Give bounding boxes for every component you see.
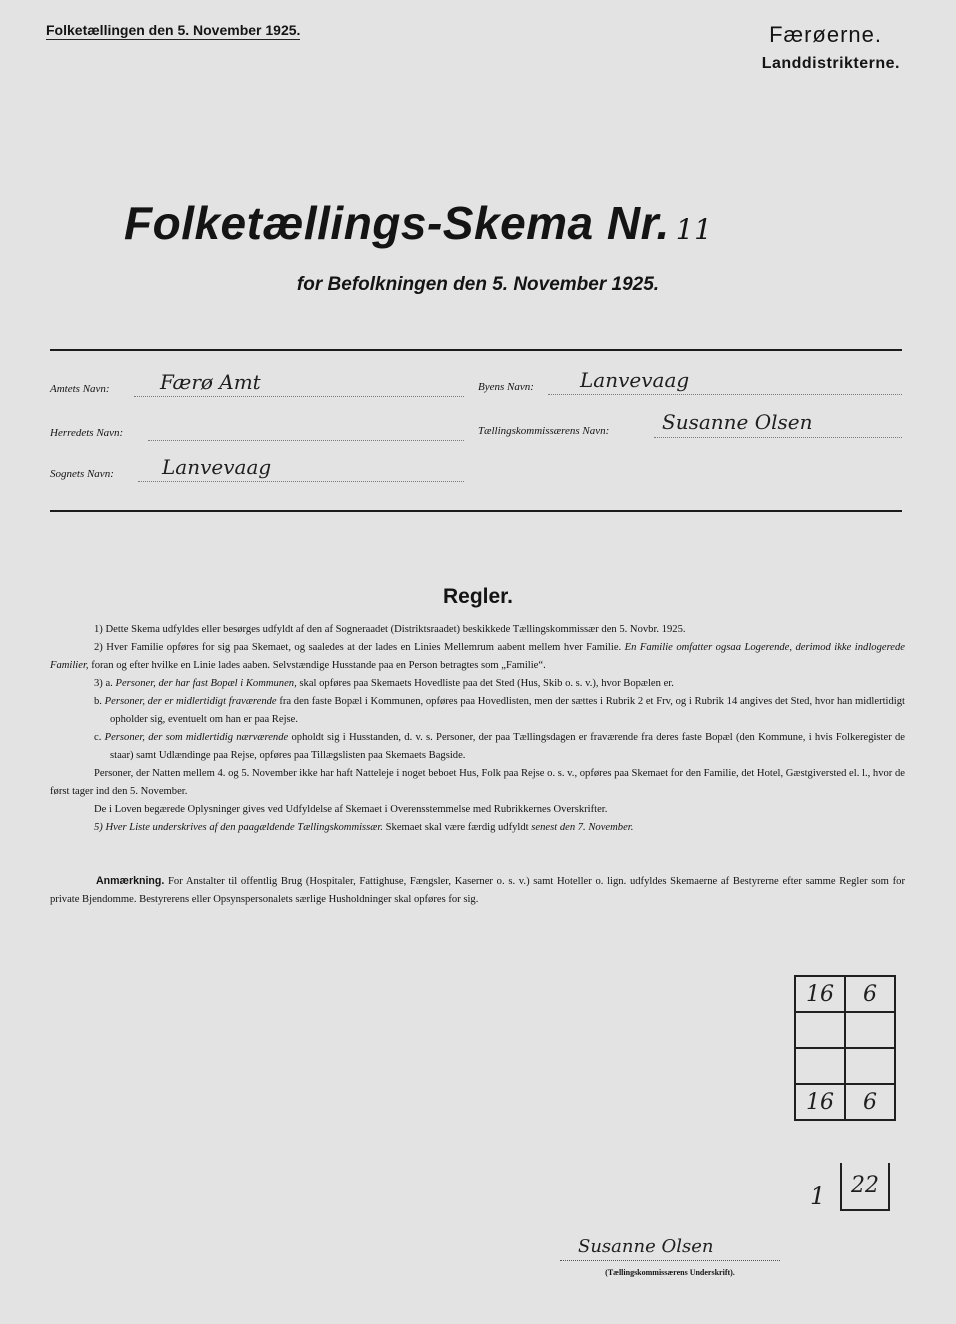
rule-4: De i Loven begærede Oplysninger gives ved Udfyldelse af Skemaet i Overensstemmelse med Rubrikkernes Overskrifter. <box>94 804 608 815</box>
kommissaer-value: Susanne Olsen <box>662 410 813 434</box>
sogn-label: Sognets Navn: <box>50 468 114 480</box>
kommissaer-line <box>654 437 902 438</box>
amt-label: Amtets Navn: <box>50 383 110 395</box>
rule-3b-number: b. <box>94 696 102 707</box>
tally-cell <box>845 1012 895 1048</box>
rule-3a-number: 3) a. <box>94 678 113 689</box>
signature: Susanne Olsen <box>578 1236 714 1257</box>
by-line <box>548 394 902 395</box>
rule-3d: Personer, der Natten mellem 4. og 5. November ikke har haft Natteleje i noget beboet Hus, Folk paa Rejse o. s. v., opføres paa Skemaet for den Familie, det Hotel, Gæstgiversted el. l., hvor de først tager ind den 5. November. <box>50 768 905 797</box>
tally-table <box>794 975 896 1121</box>
amt-line <box>134 396 464 397</box>
rule-3b-emphasis: Personer, der er midlertidigt fraværende <box>104 696 277 707</box>
region-name: Færøerne. <box>769 22 882 47</box>
by-label: Byens Navn: <box>478 381 534 393</box>
rule-1: 1) Dette Skema udfyldes eller besørges udfyldt af den af Sogneraadet (Distriktsraadet) beskikkede Tællingskommissær den 5. Novbr. 1925. <box>94 624 686 635</box>
tally-below-left: 1 <box>810 1182 826 1210</box>
rule-3c-emphasis: Personer, der som midlertidig nærværende <box>104 732 289 743</box>
tally-row <box>795 976 895 1012</box>
form-number-handwritten: 11 <box>675 213 713 246</box>
rules-title: Regler. <box>442 585 514 608</box>
rule-3b <box>50 693 905 729</box>
tally-row <box>795 1084 895 1120</box>
top-divider <box>50 349 902 351</box>
rule-3c <box>50 729 905 765</box>
district-type: Landdistrikterne. <box>761 55 900 72</box>
rule-3b-rest: fra den faste Bopæl i Kommunen, opføres paa Hovedlisten, men der sættes i Rubrik 2 et Frv, og i Rubrik 14 angives det Sted, hvor han midlertidigt opholder sig, eventuelt om han er paa Rejse. <box>110 696 905 725</box>
tally-below-right: 22 <box>851 1173 879 1198</box>
rule-3a <box>50 675 905 693</box>
note-text: For Anstalter til offentlig Brug (Hospitaler, Fattighuse, Fængsler, Kaserner o. s. v.) samt Hoteller o. lign. udfyldes Skemaerne af Bestyrerne efter samme Regler som for private Bjendomme. Bestyrerens eller Opsynspersonalets særlige Husholdninger skal opføres for sig. <box>50 876 905 905</box>
rule-5-text: Skemaet skal være færdig udfyldt <box>385 822 529 833</box>
rule-3c-number: c. <box>94 732 102 743</box>
tally-cell: 6 <box>845 1084 895 1120</box>
rule-5-emphasis: 5) Hver Liste underskrives af den paagældende Tællingskommissær. <box>94 822 383 833</box>
form-title-text: Folketællings-Skema Nr. <box>124 197 670 249</box>
tally-cell: 16 <box>795 1084 845 1120</box>
rule-2-emphasis: En Familie omfatter ogsaa Logerende, derimod ikke indlogerede Familier, <box>50 642 905 671</box>
sogn-line <box>138 481 464 482</box>
tally-cell: 6 <box>845 976 895 1012</box>
rule-2 <box>50 639 905 675</box>
rules-body <box>50 621 905 837</box>
kommissaer-label: Tællingskommissærens Navn: <box>478 425 610 437</box>
annotation-note <box>50 872 905 909</box>
rule-2-rest: foran og efter hvilke en Linie lades aaben. Selvstændige Husstande paa en Person betragtes som „Familie“. <box>91 660 546 671</box>
tally-total-box <box>840 1163 890 1211</box>
tally-row <box>795 1012 895 1048</box>
amt-value: Færø Amt <box>160 370 261 394</box>
bottom-divider <box>50 510 902 512</box>
rule-5 <box>50 819 905 837</box>
rule-3a-rest: skal opføres paa Skemaets Hovedliste paa det Sted (Hus, Skib o. s. v.), hvor Bopælen er. <box>299 678 674 689</box>
sogn-value: Lanvevaag <box>162 455 272 479</box>
tally-cell <box>795 1012 845 1048</box>
census-header-title: Folketællingen den 5. November 1925. <box>46 22 301 38</box>
signature-caption: (Tællingskommissærens Underskrift). <box>605 1268 735 1277</box>
form-subtitle: for Befolkningen den 5. November 1925. <box>296 274 660 295</box>
by-value: Lanvevaag <box>580 368 690 392</box>
rule-3a-emphasis: Personer, der har fast Bopæl i Kommunen, <box>115 678 297 689</box>
rule-5-deadline: senest den 7. November. <box>531 822 634 833</box>
form-title <box>124 196 712 250</box>
tally-cell: 16 <box>795 976 845 1012</box>
signature-line <box>560 1260 780 1261</box>
tally-cell <box>795 1048 845 1084</box>
herred-label: Herredets Navn: <box>50 427 124 439</box>
rule-2-text: 2) Hver Familie opføres for sig paa Skemaet, og saaledes at der lades en Linies Mellemrum aabent mellem hver Familie. <box>94 642 622 653</box>
herred-line <box>148 440 464 441</box>
note-label: Anmærkning. <box>96 875 165 887</box>
tally-row <box>795 1048 895 1084</box>
tally-cell <box>845 1048 895 1084</box>
rule-3c-rest: opholdt sig i Husstanden, d. v. s. Personer, der paa Tællingsdagen er fraværende fra deres faste Bopæl (den Kommune, i hvis Folkeregister de staar) samt Udlændinge paa Rejse, opføres paa Tillægslisten paa Skemaets Bagside. <box>110 732 905 761</box>
